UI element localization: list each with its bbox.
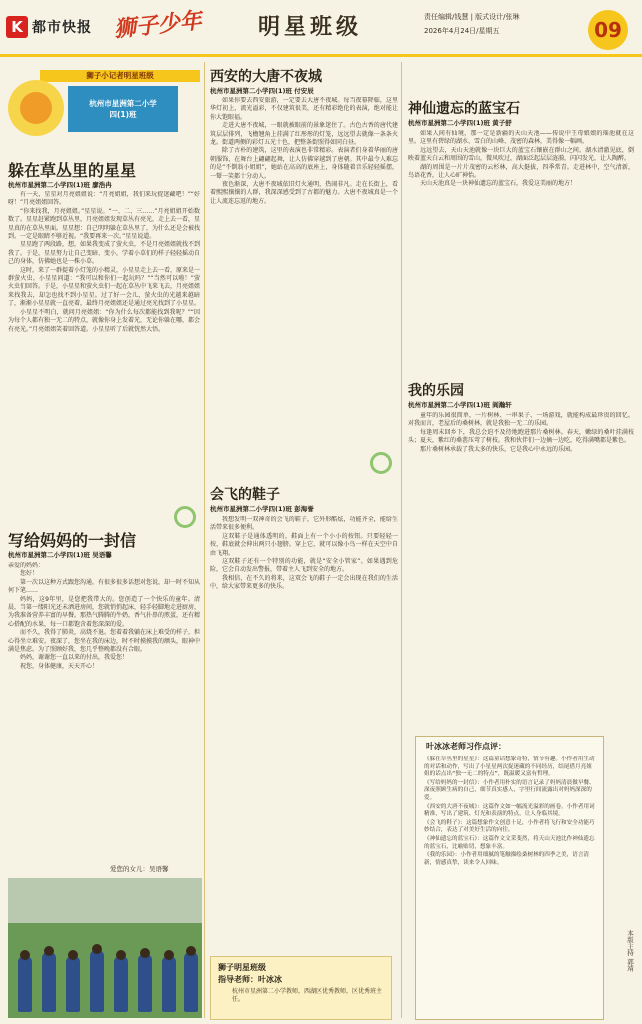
paragraph: 这时，来了一群提着小灯笼的小精灵，小星星走上去一看，原来是一群萤火虫。小星星问道：“我可以和你们一起玩吗？”“当然可以啦！”萤火虫们回答。于是，小星星和萤火虫们一起在草丛中飞来飞去，月亮姐姐来找我去，却怎也找不到小星星。过了好一会儿，萤火虫的光越来越暗了，渐渐小星星就一直亮着，最终月亮姐姐还是通过亮光找到了小星星。 (8, 266, 200, 308)
page-number: 09 (588, 10, 628, 50)
student-head (140, 948, 150, 958)
school-name: 杭州市星洲第二小学 (89, 99, 157, 108)
brand-script: 狮子少年 (112, 7, 203, 43)
student-head (68, 950, 78, 960)
student-head (92, 944, 102, 954)
paragraph: 妈妈，这9年里，是您把我带大的。您创造了一个快乐的童年。清晨，当第一缕阳光还未洒进房间，您就悄悄起床，轻手轻脚地走进厨房，为我准备营养丰富的早餐。那热气腾腾的牛奶，香气扑鼻的煎蛋，还有精心搭配的水果，每一口都饱含着您深深的爱。 (8, 595, 200, 628)
paragraph: 夜色渐深，大唐不夜城依旧灯火通明，热闹非凡。走在长街上，看着熙熙攘攘的人群，我深深感受到了古都的魅力。大唐不夜城真是一个让人流连忘返的地方。 (210, 181, 398, 205)
letter-greeting: 亲爱的妈妈： (8, 562, 45, 569)
student-figure (90, 950, 104, 1012)
article-byline: 杭州市星洲第二小学四(1)班 廖浩冉 (8, 181, 112, 189)
class-banner: 狮子小记者明星班级 (40, 70, 200, 82)
article-byline: 杭州市星洲第二小学四(1)班 付安辰 (210, 87, 314, 95)
student-head (20, 950, 30, 960)
paragraph: 湖的周围是一片片茂密的云杉林，高大挺拔，四季常青。走进林中，空气清新，鸟语花香，让人心旷神怡。 (408, 163, 634, 180)
sun-core (20, 92, 52, 124)
editor-teacher-name: 指导老师：叶冰冰 (218, 975, 282, 984)
class-photo (8, 878, 202, 1018)
article-title: 西安的大唐不夜城 (210, 69, 322, 85)
student-figure (162, 956, 176, 1012)
editor-box-title: 狮子明星班级 (218, 963, 266, 972)
article-body (210, 516, 398, 950)
paragraph: 我想发明一双神奇的会飞的鞋子，它外形酷炫，功能齐全，能给生活带来很多便利。 (210, 516, 398, 532)
comment-item: 《会飞的鞋子》：这篇想象作文创意十足，小作者将飞行和安全功能巧妙结合，表达了对美好生活的向往。 (424, 819, 595, 834)
student-head (164, 950, 174, 960)
editor-description: 杭州市星洲第二小学教师，西湖区优秀教师，区优秀班主任。 (232, 988, 383, 1003)
article-body (408, 130, 634, 374)
student-figure (18, 956, 32, 1012)
article-title: 写给妈妈的一封信 (8, 531, 137, 550)
paragraph: 小星星不明白，就问月亮姐姐：“你为什么每次都能找到我呢？”“因为每个人都有独一无二的特点，就像你身上发着光，无论你躲在哪，都会有亮光。”月亮姐姐笑着回答道。小星星听了后就恍然大悟。 (8, 308, 200, 333)
article-title: 会飞的鞋子 (210, 487, 280, 503)
comment-item: 《躲在草丛里的星星》：这篇童话想象奇特，情节有趣。小作者用生动的对话和动作，写出了小星星两次捉迷藏的不同经历，结尾借月亮姐姐的话点出“独一无二的特点”，既温暖又富有哲理。 (424, 756, 595, 778)
article-body (408, 412, 634, 728)
paragraph: 第一次以这种方式跟您沟通，有很多很多话想对您说，却一时不知从何下笔…… (8, 578, 200, 595)
newspaper-logo (6, 8, 116, 46)
paragraph: 有一天，星星对月亮姐姐说：“月亮姐姐，我们来玩捉迷藏吧！”“好呀！”月亮姐姐回答。 (8, 191, 200, 207)
photo-background (8, 878, 202, 923)
ring-decoration (370, 452, 392, 474)
date-line: 2026年4月24日/星期五 (424, 27, 500, 35)
paragraph: “你来找我，月亮姐姐。”星星说。“一、二、三……”月亮姐姐开始数数了。星星赶紧跑到草丛里，月亮姐姐发现草丛有亮光，走上去一看，星星真的在草丛里面。星星想：自己明明躲在草丛里了，为什么还是会被找到。一定是眼睛不够近视。“我要再来一次。”星星说道。 (8, 207, 200, 241)
section-title: 明星班级 (258, 14, 363, 40)
teacher-comment-heading: 叶冰冰老师习作点评： (426, 742, 506, 751)
column-divider (204, 62, 205, 1018)
comment-item: 《写给妈妈的一封信》：小作者用朴实的语言记录了妈妈清晨做早餐、深夜照顾生病的自己，细节真实感人，字里行间流露出对妈妈深深的爱。 (424, 779, 595, 801)
paper-name: 都市快报 (32, 20, 92, 36)
paragraph: 我相信，在不久的将来，这双会飞的鞋子一定会出现在我们的生活中，给大家带来更多的快乐。 (210, 574, 398, 591)
article-byline: 杭州市星洲第二小学四(1)班 吴语馨 (8, 551, 112, 559)
paragraph: 这双鞋子还有一个特别的功能，就是“安全小管家”。如果遇到危险，它会自动发出警报，带着主人飞到安全的地方。 (210, 558, 398, 574)
comment-item: 《西安的大唐不夜城》：这篇作文如一幅流光溢彩的画卷。小作者用词精准，写出了建筑、灯光和表演的特点，让人身临其境。 (424, 803, 595, 818)
article-body (8, 562, 200, 862)
student-figure (138, 954, 152, 1012)
paragraph: 您好！ (20, 570, 39, 578)
paragraph: 除了古朴的建筑，这里的表演也非常精彩。表演者们身着华丽的唐朝服饰，在舞台上翩翩起舞，让人仿佛穿越到了唐朝。其中最令人难忘的是“不倒翁小姐姐”，她站在高高的底座上，身体随着音乐轻轻摇摆，一颦一笑都十分动人。 (210, 147, 398, 180)
paragraph: 这双鞋子是通体透明的，鞋面上有一个小小的按钮。只要轻轻一按，鞋底就会伸出两只小翅膀。穿上它，就可以像小鸟一样在天空中自由飞翔。 (210, 532, 398, 557)
paragraph: 如果你要去西安旅游，一定要去大唐不夜城。每当夜幕降临，这里华灯初上，流光溢彩，不仅建筑很美，还有精彩绝伦的表演，绝对能让你大饱眼福。 (210, 97, 398, 121)
paragraph: 妈妈，谢谢您一直以来的付出，我爱您！ (20, 654, 129, 662)
logo-mark: K (6, 16, 28, 38)
paragraph: 星星跑了两段路，想，如果我变成了萤火虫，不是月亮姐姐就找不到我了。于是，星星努力让自己变暗、变小，学着小草们的样子轻轻摇动自己的身体，仿佛她也是一株小草。 (8, 241, 200, 266)
article-body (210, 97, 398, 475)
article-title: 我的乐园 (408, 383, 464, 399)
student-head (186, 946, 196, 956)
comment-item: 《神仙遗忘的蓝宝石》：这篇作文文采斐然，将天山天池比作神仙遗忘的蓝宝石，比喻贴切，想象丰富。 (424, 835, 595, 850)
paragraph: 每逢周末回乡下，我总会迫不及待地跑进那片桑树林。春天，嫩绿的桑叶挂满枝头；夏天，紫红的桑葚压弯了树枝。我和伙伴们一边摘一边吃，吃得满嘴都是紫色。 (408, 428, 634, 445)
teacher-comment-body (424, 756, 596, 1012)
student-figure (114, 956, 128, 1012)
ring-decoration (174, 506, 196, 528)
school-card (68, 86, 178, 132)
side-credit: 本版主持 郭靖 (626, 930, 634, 972)
student-head (44, 946, 54, 956)
editor-line: 责任编辑/钱慧 | 版式设计/张琳 (424, 13, 520, 21)
article-byline: 杭州市星洲第二小学四(1)班 黄子舒 (408, 119, 512, 127)
paragraph: 祝您，身体健康，天天开心！ (20, 662, 99, 670)
letter-signoff: 爱您的女儿：吴语馨 (110, 865, 169, 873)
paragraph: 那片桑树林承载了我太多的快乐，它是我心中永远的乐园。 (420, 445, 577, 453)
article-byline: 杭州市星洲第二小学四(1)班 彭海誉 (210, 505, 314, 513)
comment-item: 《我的乐园》：小作者用细腻的笔触描绘桑树林的四季之美，语言清新，情感真挚，读来令人回味。 (424, 852, 590, 866)
paragraph: 童年的乐园很简单，一片树林、一串果子、一场游戏，就能构成最珍贵的回忆。对我而言，老屋后的桑树林，就是我独一无二的乐园。 (408, 412, 634, 428)
article-body (8, 191, 200, 517)
student-figure (42, 952, 56, 1012)
student-head (116, 950, 126, 960)
paragraph: 天山天池真是一块神仙遗忘的蓝宝石，我爱这美丽的地方！ (420, 180, 577, 188)
column-divider (401, 62, 402, 1018)
student-figure (184, 952, 198, 1012)
article-title: 躲在草丛里的星星 (8, 161, 137, 180)
article-title: 神仙遗忘的蓝宝石 (408, 101, 520, 117)
class-name: 四(1)班 (109, 110, 137, 119)
article-byline: 杭州市星洲第二小学四(1)班 阎瀚轩 (408, 401, 512, 409)
header-divider (0, 54, 642, 57)
paragraph: 如果人间有仙境，那一定是新疆的天山天池——传说中王母娘娘的瑶池就在这里。这里有碧绿的湖水、雪白的山峰、茂密的森林，美得像一幅画。 (408, 130, 634, 146)
student-figure (66, 956, 80, 1012)
paragraph: 远远望去，天山天池就像一块巨大的蓝宝石镶嵌在群山之间。湖水清澈见底，倒映着蓝天白云和周围的雪山，微风吹过，湖面泛起层层涟漪，闪闪发光，让人陶醉。 (408, 146, 634, 163)
paragraph: 而不久，我得了肺炎，高烧不退。您着着我躺在床上难受的样子，担心得坐立难安。夜深了，您坐在我的床边，时不时摸摸我的额头，眼神中满是焦虑。为了照顾好我，您几乎整晚都没有合眼。 (8, 629, 200, 654)
paragraph: 走进大唐不夜城，一眼就被眼前的景象迷住了。古色古香的唐代建筑层层排列，飞檐翘角上挂满了红彤彤的灯笼，远远望去就像一条条火龙。街道两侧的彩灯五光十色，把整条街照得如同白昼。 (210, 122, 398, 147)
